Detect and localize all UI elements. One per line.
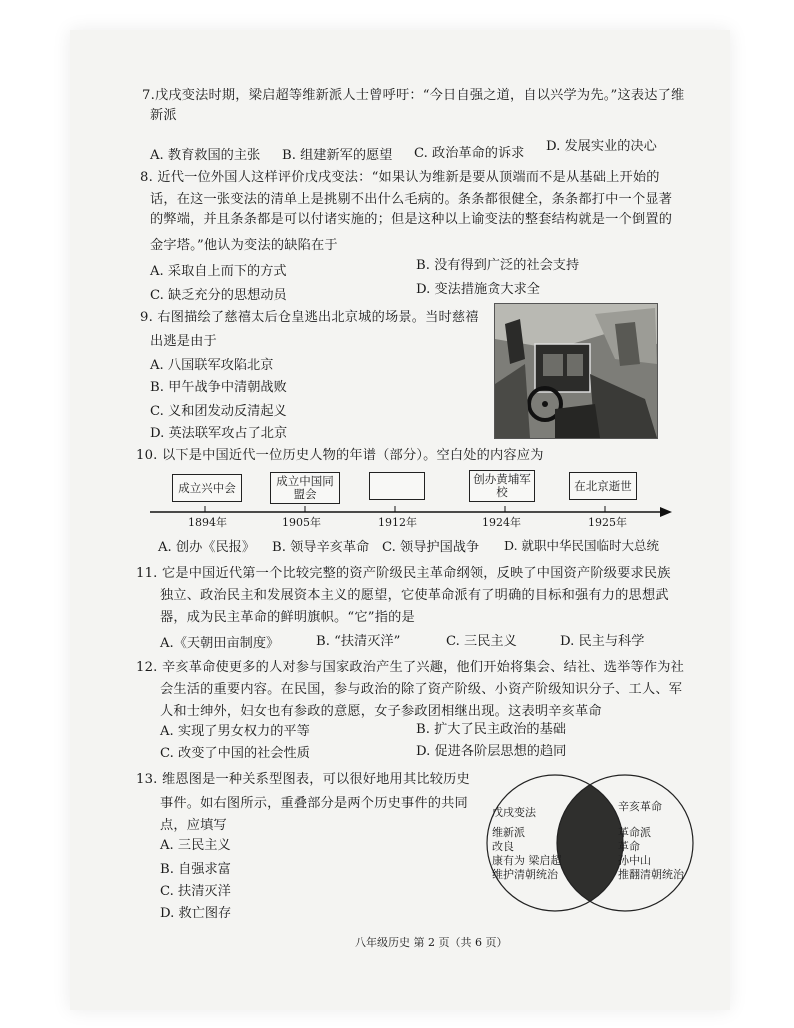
timeline-event-4: 创办黄埔军校 <box>469 470 535 502</box>
timeline-event-1: 成立兴中会 <box>172 474 242 502</box>
engraving-illustration <box>495 304 657 438</box>
q10-option-c: C. 领导护国战争 <box>382 540 480 555</box>
q8-line1: 8. 近代一位外国人这样评价戊戌变法：“如果认为维新是要从顶端而不是从基础上开始的 <box>140 170 660 185</box>
q8-line2: 话，在这一张变法的清单上是挑剔不出什么毛病的。条条都很健全，条条都打中一个显著 <box>150 192 673 207</box>
venn-right-item-3: 孙中山 <box>618 854 651 867</box>
q8-line3: 的弊端，并且条条都是可以付诸实施的；但是这种以上谕变法的整套结构就是一个倒置的 <box>150 212 673 227</box>
timeline-year-3: 1912年 <box>378 516 417 529</box>
timeline-year-1: 1894年 <box>188 516 227 529</box>
page-footer: 八年级历史 第 2 页（共 6 页） <box>355 936 508 949</box>
q7-line1: 7.戊戌变法时期，梁启超等维新派人士曾呼吁：“今日自强之道，自以兴学为先。”这表达了维 <box>142 88 685 103</box>
q12-option-b: B. 扩大了民主政治的基础 <box>416 722 566 737</box>
q7-option-a: A. 教育救国的主张 <box>150 148 261 163</box>
q10-option-d: D. 就职中华民国临时大总统 <box>504 538 660 553</box>
q11-line1: 11. 它是中国近代第一个比较完整的资产阶级民主革命纲领，反映了中国资产阶级要求民族 <box>136 566 671 581</box>
venn-right-item-1: 革命派 <box>618 826 651 839</box>
q8-option-a: A. 采取自上而下的方式 <box>150 264 287 279</box>
q8-option-b: B. 没有得到广泛的社会支持 <box>416 258 580 273</box>
q13-option-d: D. 救亡图存 <box>160 906 232 921</box>
q9-option-c: C. 义和团发动反清起义 <box>150 404 287 419</box>
timeline-year-5: 1925年 <box>588 516 627 529</box>
timeline-event-5: 在北京逝世 <box>569 472 637 500</box>
q13-option-c: C. 扶清灭洋 <box>160 884 231 899</box>
q11-line3: 器，成为民主革命的鲜明旗帜。“它”指的是 <box>160 610 415 625</box>
q12-line3: 人和士绅外，妇女也有参政的意愿，女子参政团相继出现。这表明辛亥革命 <box>160 704 602 719</box>
q12-option-c: C. 改变了中国的社会性质 <box>160 746 310 761</box>
q9-option-b: B. 甲午战争中清朝战败 <box>150 380 287 395</box>
venn-right-item-2: 革命 <box>618 840 640 853</box>
q11-option-c: C. 三民主义 <box>446 634 517 649</box>
timeline-blank <box>369 472 425 500</box>
q12-option-d: D. 促进各阶层思想的趋同 <box>416 744 567 759</box>
q7-line2: 新派 <box>150 108 177 123</box>
timeline-event-2: 成立中国同盟会 <box>270 472 340 504</box>
q12-line1: 12. 辛亥革命使更多的人对参与国家政治产生了兴趣，他们开始将集会、结社、选举等作为社 <box>136 660 685 675</box>
venn-right-item-4: 推翻清朝统治 <box>618 868 684 881</box>
q11-option-b: B. “扶清灭洋” <box>316 634 401 649</box>
q7-option-b: B. 组建新军的愿望 <box>282 148 393 163</box>
q9-option-a: A. 八国联军攻陷北京 <box>150 358 274 373</box>
q13-line3: 点，应填写 <box>160 818 227 833</box>
q12-option-a: A. 实现了男女权力的平等 <box>160 724 310 739</box>
q8-option-d: D. 变法措施贪大求全 <box>416 282 540 297</box>
venn-left-title: 戊戌变法 <box>492 806 536 819</box>
q13-line2: 事件。如右图所示，重叠部分是两个历史事件的共同 <box>160 796 468 811</box>
q10-line1: 10. 以下是中国近代一位历史人物的年谱（部分）。空白处的内容应为 <box>136 448 544 463</box>
q10-option-b: B. 领导辛亥革命 <box>272 540 370 555</box>
q7-option-d: D. 发展实业的决心 <box>546 139 657 154</box>
venn-left-item-4: 维护清朝统治 <box>492 868 558 881</box>
venn-left-item-2: 改良 <box>492 840 514 853</box>
q8-option-c: C. 缺乏充分的思想动员 <box>150 288 287 303</box>
q7-option-c: C. 政治革命的诉求 <box>414 146 525 161</box>
q10-option-a: A. 创办《民报》 <box>158 540 256 555</box>
q11-option-d: D. 民主与科学 <box>560 634 645 649</box>
venn-left-item-3: 康有为 梁启超 <box>492 854 562 867</box>
venn-left-item-1: 维新派 <box>492 826 525 839</box>
q9-line1: 9. 右图描绘了慈禧太后仓皇逃出北京城的场景。当时慈禧 <box>140 310 479 325</box>
cixi-escape-engraving <box>494 303 658 439</box>
timeline-year-4: 1924年 <box>482 516 521 529</box>
q9-option-d: D. 英法联军攻占了北京 <box>150 426 288 441</box>
q11-line2: 独立、政治民主和发展资本主义的愿望，它使革命派有了明确的目标和强有力的思想武 <box>160 588 669 603</box>
q13-option-a: A. 三民主义 <box>160 838 231 853</box>
q11-option-a: A.《天朝田亩制度》 <box>160 636 280 651</box>
q12-line2: 会生活的重要内容。在民国，参与政治的除了资产阶级、小资产阶级知识分子、工人、军 <box>160 682 683 697</box>
q13-line1: 13. 维恩图是一种关系型图表，可以很好地用其比较历史 <box>136 772 470 787</box>
venn-right-title: 辛亥革命 <box>618 800 662 813</box>
q13-option-b: B. 自强求富 <box>160 862 231 877</box>
q9-line2: 出逃是由于 <box>150 334 217 349</box>
q8-line4: 金字塔。”他认为变法的缺陷在于 <box>150 238 338 253</box>
timeline-year-2: 1905年 <box>282 516 321 529</box>
